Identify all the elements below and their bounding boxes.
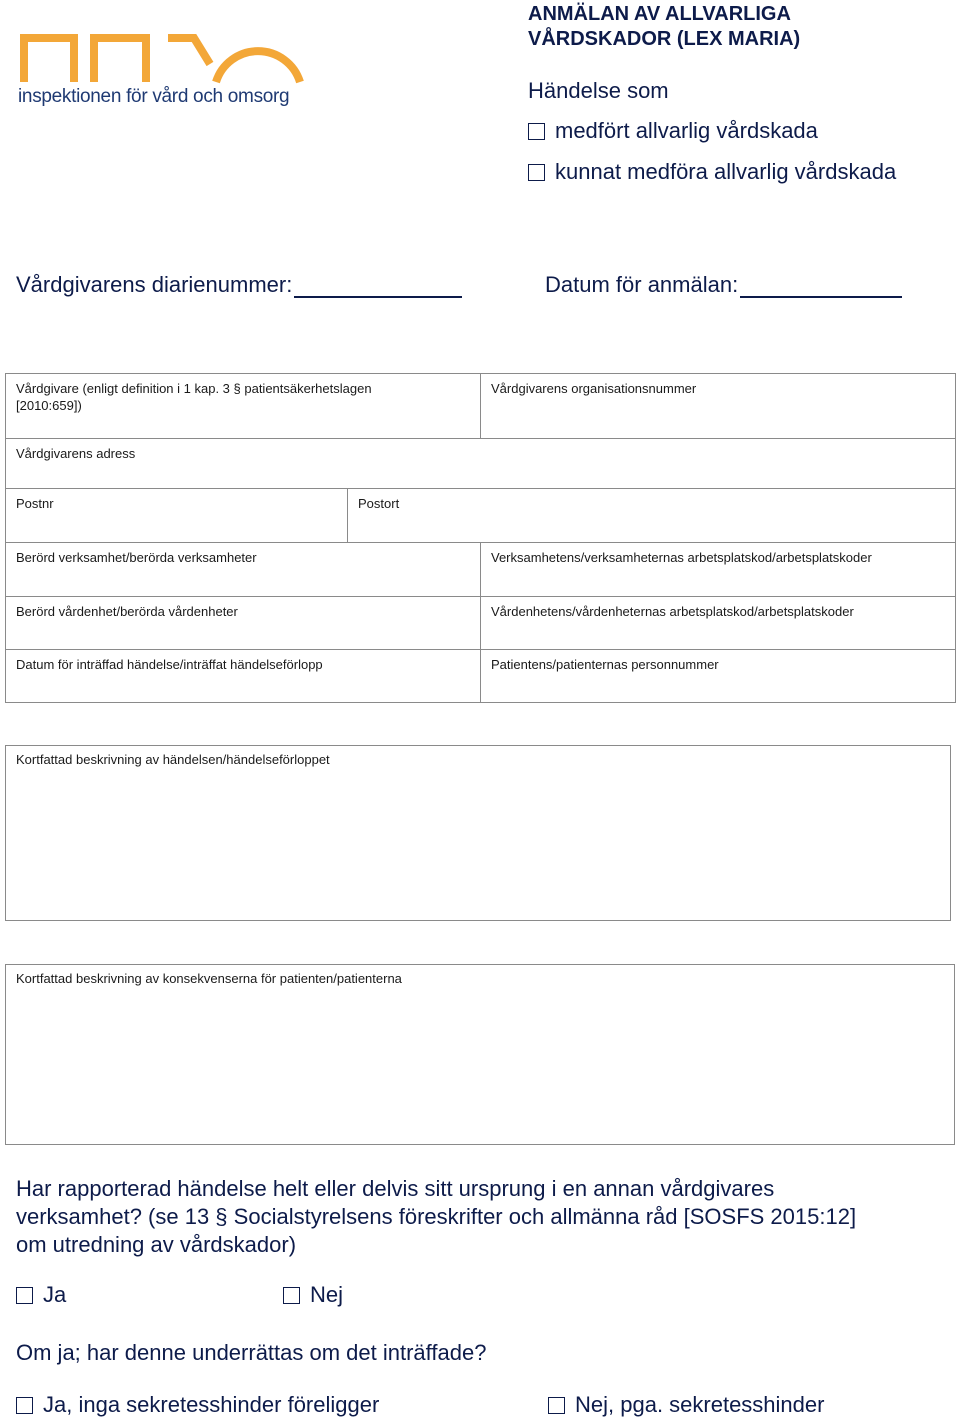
operation-code-label: Verksamhetens/verksamheternas arbetsplatskod/arbetsplatskoder bbox=[491, 550, 872, 565]
report-date-line[interactable] bbox=[740, 274, 902, 298]
followup-no-label: Nej, pga. sekretesshinder bbox=[575, 1392, 825, 1417]
ivo-logo bbox=[18, 30, 308, 115]
report-date-field[interactable] bbox=[545, 272, 902, 298]
event-summary-label: Kortfattad beskrivning av händelsen/händelseförloppet bbox=[16, 752, 330, 767]
postal-code-label: Postnr bbox=[16, 496, 54, 511]
followup-yes[interactable] bbox=[16, 1392, 379, 1418]
report-date-label: Datum för anmälan: bbox=[545, 272, 739, 297]
care-unit-cell[interactable] bbox=[6, 597, 481, 650]
event-date-cell[interactable] bbox=[6, 650, 481, 702]
operation-code-cell[interactable] bbox=[481, 543, 956, 597]
care-unit-label: Berörd vårdenhet/berörda vårdenheter bbox=[16, 604, 238, 619]
origin-question-line2: verksamhet? (se 13 § Socialstyrelsens föreskrifter och allmänna råd [SOSFS 2015:12] bbox=[16, 1204, 857, 1229]
patient-id-cell[interactable] bbox=[481, 650, 956, 702]
city-label: Postort bbox=[358, 496, 400, 511]
checkbox-icon[interactable] bbox=[16, 1287, 33, 1304]
operation-label: Berörd verksamhet/berörda verksamheter bbox=[16, 550, 257, 565]
care-provider-cell[interactable] bbox=[6, 374, 481, 439]
checkbox-icon[interactable] bbox=[283, 1287, 300, 1304]
city-cell[interactable] bbox=[348, 489, 956, 543]
answer-yes-label: Ja bbox=[43, 1282, 67, 1307]
diary-number-label: Vårdgivarens diarienummer: bbox=[16, 272, 293, 297]
diary-number-line[interactable] bbox=[294, 274, 462, 298]
option-could-cause-injury-label: kunnat medföra allvarlig vårdskada bbox=[555, 159, 897, 184]
answer-no-label: Nej bbox=[310, 1282, 344, 1307]
checkbox-icon[interactable] bbox=[16, 1397, 33, 1414]
care-unit-code-cell[interactable] bbox=[481, 597, 956, 650]
form-title-line2: VÅRDSKADOR (LEX MARIA) bbox=[528, 28, 801, 50]
diary-number-field[interactable] bbox=[16, 272, 462, 298]
org-number-label: Vårdgivarens organisationsnummer bbox=[491, 381, 697, 396]
origin-question-line3: om utredning av vårdskador) bbox=[16, 1232, 297, 1257]
postal-code-cell[interactable] bbox=[6, 489, 348, 543]
answer-yes[interactable] bbox=[16, 1282, 66, 1308]
address-label: Vårdgivarens adress bbox=[16, 446, 136, 461]
option-caused-injury-label: medfört allvarlig vårdskada bbox=[555, 118, 818, 143]
origin-question bbox=[16, 1175, 951, 1259]
provider-info-table bbox=[5, 373, 956, 703]
care-provider-label: Vårdgivare (enligt definition i 1 kap. 3 § patientsäkerhetslagen [2010:659]) bbox=[16, 381, 372, 413]
followup-question: Om ja; har denne underrättas om det inträffade? bbox=[16, 1340, 487, 1365]
followup-no[interactable] bbox=[548, 1392, 824, 1418]
ivo-logo-mark bbox=[18, 30, 308, 90]
origin-question-line1: Har rapporterad händelse helt eller delvis sitt ursprung i en annan vårdgivares bbox=[16, 1176, 775, 1201]
checkbox-icon[interactable] bbox=[548, 1397, 565, 1414]
checkbox-icon[interactable] bbox=[528, 164, 545, 181]
consequences-box[interactable] bbox=[5, 964, 955, 1145]
option-caused-injury[interactable] bbox=[528, 118, 818, 144]
care-unit-code-label: Vårdenhetens/vårdenheternas arbetsplatskod/arbetsplatskoder bbox=[491, 604, 854, 619]
event-date-label: Datum för inträffad händelse/inträffat händelseförlopp bbox=[16, 657, 323, 672]
event-summary-box[interactable] bbox=[5, 745, 951, 921]
event-heading: Händelse som bbox=[528, 78, 669, 103]
operation-cell[interactable] bbox=[6, 543, 481, 597]
logo-text: inspektionen för vård och omsorg bbox=[18, 86, 290, 107]
consequences-label: Kortfattad beskrivning av konsekvenserna för patienten/patienterna bbox=[16, 971, 402, 986]
answer-no[interactable] bbox=[283, 1282, 343, 1308]
checkbox-icon[interactable] bbox=[528, 123, 545, 140]
org-number-cell[interactable] bbox=[481, 374, 956, 439]
patient-id-label: Patientens/patienternas personnummer bbox=[491, 657, 719, 672]
address-cell[interactable] bbox=[6, 439, 956, 489]
followup-yes-label: Ja, inga sekretesshinder föreligger bbox=[43, 1392, 380, 1417]
option-could-cause-injury[interactable] bbox=[528, 159, 896, 185]
form-title bbox=[528, 2, 800, 52]
form-title-line1: ANMÄLAN AV ALLVARLIGA bbox=[528, 3, 791, 25]
